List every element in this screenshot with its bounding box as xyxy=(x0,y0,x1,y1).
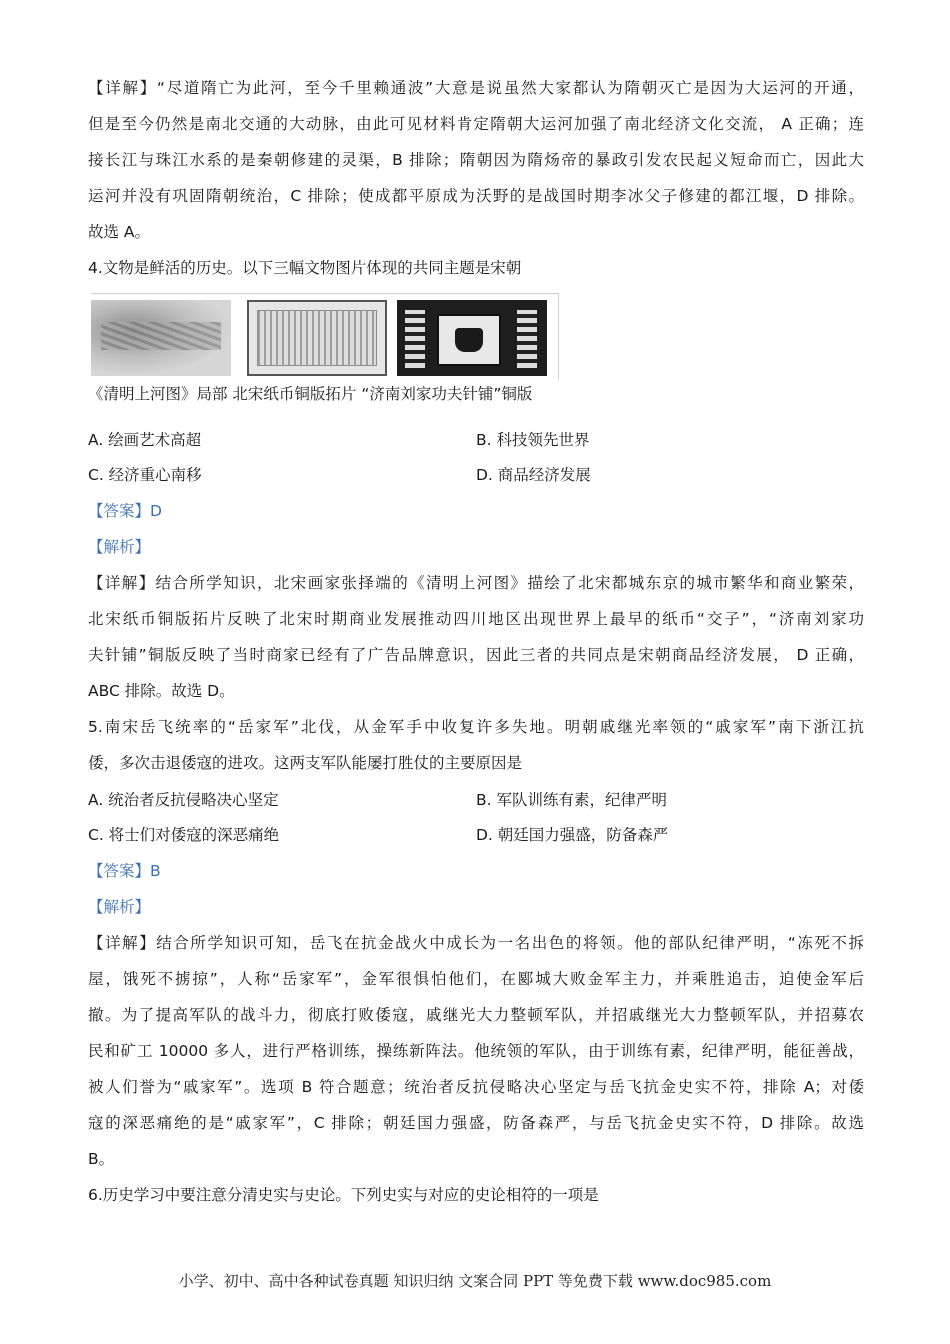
qingming-painting-image xyxy=(91,300,231,376)
explanation-line: 撤。为了提高军队的战斗力，彻底打败倭寇，戚继光大力整顿军队，并招戚继光大力整顿军队，并招募农 xyxy=(88,1006,864,1024)
paper-money-rubbing-image xyxy=(247,300,387,376)
question-6-stem: 6.历史学习中要注意分清史实与史论。下列史实与对应的史论相符的一项是 xyxy=(88,1186,599,1204)
question-5-stem: 倭，多次击退倭寇的进攻。这两支军队能屡打胜仗的主要原因是 xyxy=(88,754,523,772)
q4-option-d[interactable]: D. 商品经济发展 xyxy=(476,466,591,484)
question-5-stem: 5.南宋岳飞统率的“岳家军”北伐，从金军手中收复许多失地。明朝戚继光率领的“戚家军”南下浙江抗 xyxy=(88,718,864,736)
explanation-line: B。 xyxy=(88,1150,115,1168)
page-footer: 小学、初中、高中各种试卷真题 知识归纳 文案合同 PPT 等免费下载 www.doc985.com xyxy=(178,1272,772,1290)
image-caption: 《清明上河图》局部 北宋纸币铜版拓片 “济南刘家功夫针铺”铜版 xyxy=(88,385,533,403)
explanation-line: 寇的深恶痛绝的是“戚家军”，C 排除；朝廷国力强盛，防备森严，与岳飞抗金史实不符，D 排除。故选 xyxy=(88,1114,864,1132)
q4-option-c[interactable]: C. 经济重心南移 xyxy=(88,466,202,484)
q5-analysis-label: 【解析】 xyxy=(88,898,151,916)
explanation-line: 【详解】结合所学知识可知，岳飞在抗金战火中成长为一名出色的将领。他的部队纪律严明，“冻死不拆 xyxy=(88,934,864,952)
q5-option-a[interactable]: A. 统治者反抗侵略决心坚定 xyxy=(88,791,279,809)
explanation-line: 故选 A。 xyxy=(88,223,151,241)
q4-option-b[interactable]: B. 科技领先世界 xyxy=(476,431,590,449)
explanation-line: ABC 排除。故选 D。 xyxy=(88,682,235,700)
explanation-line: 民和矿工 10000 多人，进行严格训练，操练新阵法。他统领的军队，由于训练有素，纪律严明，能征善战， xyxy=(88,1042,864,1060)
question-4-stem: 4.文物是鲜活的历史。以下三幅文物图片体现的共同主题是宋朝 xyxy=(88,259,522,277)
needle-shop-plate-image xyxy=(397,300,547,376)
q4-analysis-label: 【解析】 xyxy=(88,538,151,556)
explanation-line: 【详解】结合所学知识，北宋画家张择端的《清明上河图》描绘了北宋都城东京的城市繁华和商业繁荣， xyxy=(88,574,864,592)
explanation-line: 被人们誉为“戚家军”。选项 B 符合题意；统治者反抗侵略决心坚定与岳飞抗金史实不符，排除 A；对倭 xyxy=(88,1078,864,1096)
explanation-line: 但是至今仍然是南北交通的大动脉，由此可见材料肯定隋朝大运河加强了南北经济文化交流， A 正确；连 xyxy=(88,115,864,133)
explanation-line: 北宋纸币铜版拓片反映了北宋时期商业发展推动四川地区出现世界上最早的纸币“交子”，“济南刘家功 xyxy=(88,610,864,628)
q5-option-c[interactable]: C. 将士们对倭寇的深恶痛绝 xyxy=(88,826,280,844)
explanation-line: 夫针铺”铜版反映了当时商家已经有了广告品牌意识，因此三者的共同点是宋朝商品经济发展， D 正确， xyxy=(88,646,864,664)
explanation-line: 【详解】“尽道隋亡为此河，至今千里赖通波”大意是说虽然大家都认为隋朝灭亡是因为大运河的开通， xyxy=(88,79,864,97)
explanation-line: 运河并没有巩固隋朝统治，C 排除；使成都平原成为沃野的是战国时期李冰父子修建的都江堰，D 排除。 xyxy=(88,187,864,205)
artifact-images xyxy=(91,293,559,380)
q4-option-a[interactable]: A. 绘画艺术高超 xyxy=(88,431,202,449)
explanation-line: 屋，饿死不掳掠”，人称“岳家军”，金军很惧怕他们，在郾城大败金军主力，并乘胜追击，迫使金军后 xyxy=(88,970,864,988)
q4-answer: 【答案】D xyxy=(88,502,162,520)
q5-answer: 【答案】B xyxy=(88,862,161,880)
q5-option-b[interactable]: B. 军队训练有素，纪律严明 xyxy=(476,791,667,809)
explanation-line: 接长江与珠江水系的是秦朝修建的灵渠，B 排除；隋朝因为隋炀帝的暴政引发农民起义短命而亡，因此大 xyxy=(88,151,864,169)
q5-option-d[interactable]: D. 朝廷国力强盛，防备森严 xyxy=(476,826,669,844)
